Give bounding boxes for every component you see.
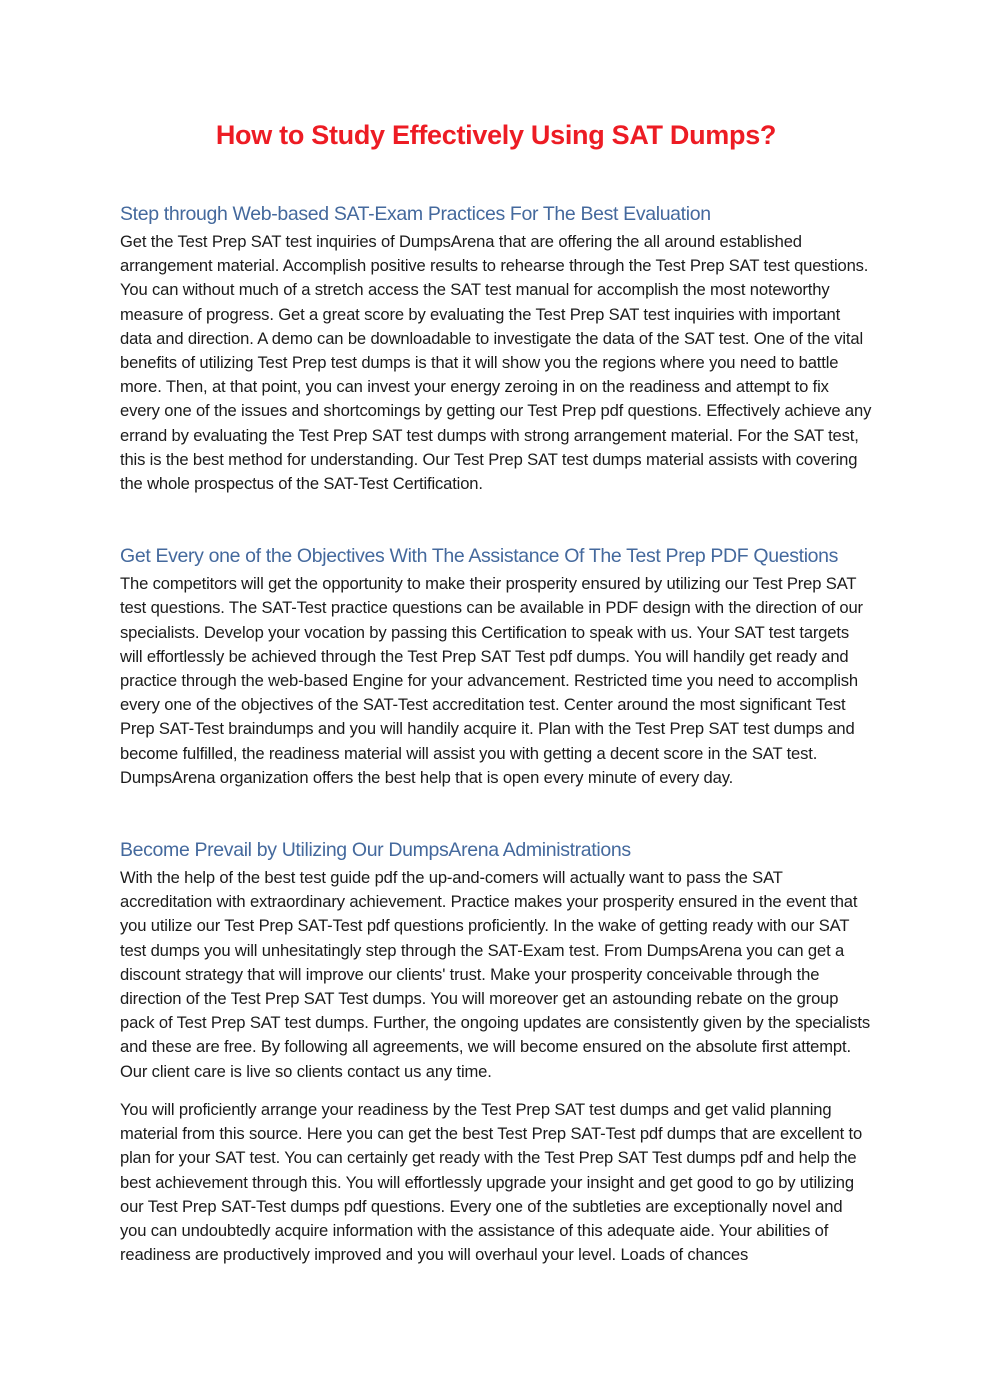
section-heading-web-based-practices: Step through Web-based SAT-Exam Practices For The Best Evaluation	[120, 203, 711, 225]
section-paragraph: You will proficiently arrange your readiness by the Test Prep SAT test dumps and get valid planning material from this source. Here you can get the best Test Prep SAT-Test pdf dumps that are excellent to plan for your SAT test. You can certainly get ready with the Test Prep SAT Test dumps pdf and help the best achievement through this. You will effortlessly upgrade your insight and get good to go by utilizing our Test Prep SAT-Test dumps pdf questions. Every one of the subtleties are exceptionally novel and you can undoubtedly acquire information with the assistance of this adequate aide. Your abilities of readiness are productively improved and you will overhaul your level. Loads of chances	[120, 1099, 863, 1265]
section-web-based-practices	[120, 203, 872, 496]
section-dumpsarena-administrations	[120, 839, 872, 1267]
document-content	[0, 120, 990, 1267]
section-paragraph: The competitors will get the opportunity to make their prosperity ensured by utilizing our Test Prep SAT test questions. The SAT-Test practice questions can be available in PDF design with the direction of our specialists. Develop your vocation by passing this Certification to speak with us. Your SAT test targets will effortlessly be achieved through the Test Prep SAT Test pdf dumps. You will handily get ready and practice through the web-based Engine for your advancement. Restricted time you need to accomplish every one of the objectives of the SAT-Test accreditation test. Center around the most significant Test Prep SAT-Test braindumps and you will handily acquire it. Plan with the Test Prep SAT test dumps and become fulfilled, the readiness material will assist you with getting a decent score in the SAT test. DumpsArena organization offers the best help that is open every minute of every day.	[120, 574, 863, 787]
section-objectives-pdf-questions	[120, 545, 872, 790]
document-title: How to Study Effectively Using SAT Dumps?	[215, 120, 777, 150]
section-paragraph: With the help of the best test guide pdf the up-and-comers will actually want to pass the SAT accreditation with extraordinary achievement. Practice makes your prosperity ensured in the event that you utilize our Test Prep SAT-Test pdf questions proficiently. In the wake of getting ready with our SAT test dumps you will unhesitatingly step through the SAT-Exam test. From DumpsArena you can get a discount strategy that will improve our clients' trust. Make your prosperity conceivable through the direction of the Test Prep SAT Test dumps. You will moreover get an astounding rebate on the group pack of Test Prep SAT test dumps. Further, the ongoing updates are consistently given by the specialists and these are free. By following all agreements, we will become ensured on the absolute first attempt. Our client care is live so clients contact us any time.	[120, 868, 870, 1081]
section-heading-objectives-pdf-questions: Get Every one of the Objectives With The Assistance Of The Test Prep PDF Questions	[120, 545, 839, 568]
section-heading-dumpsarena-administrations: Become Prevail by Utilizing Our DumpsArena Administrations	[120, 839, 631, 862]
section-paragraph: Get the Test Prep SAT test inquiries of DumpsArena that are offering the all around established arrangement material. Accomplish positive results to rehearse through the Test Prep SAT test questions. You can without much of a stretch access the SAT test manual for accomplish the most noteworthy measure of progress. Get a great score by evaluating the Test Prep SAT test inquiries with important data and direction. A demo can be downloadable to investigate the data of the SAT test. One of the vital benefits of utilizing Test Prep test dumps is that it will show you the regions where you need to battle more. Then, at that point, you can invest your energy zeroing in on the readiness and attempt to fix every one of the issues and shortcomings by getting our Test Prep pdf questions. Effectively achieve any errand by evaluating the Test Prep SAT test dumps with strong arrangement material. For the SAT test, this is the best method for understanding. Our Test Prep SAT test dumps material assists with covering the whole prospectus of the SAT-Test Certification.	[120, 232, 872, 494]
